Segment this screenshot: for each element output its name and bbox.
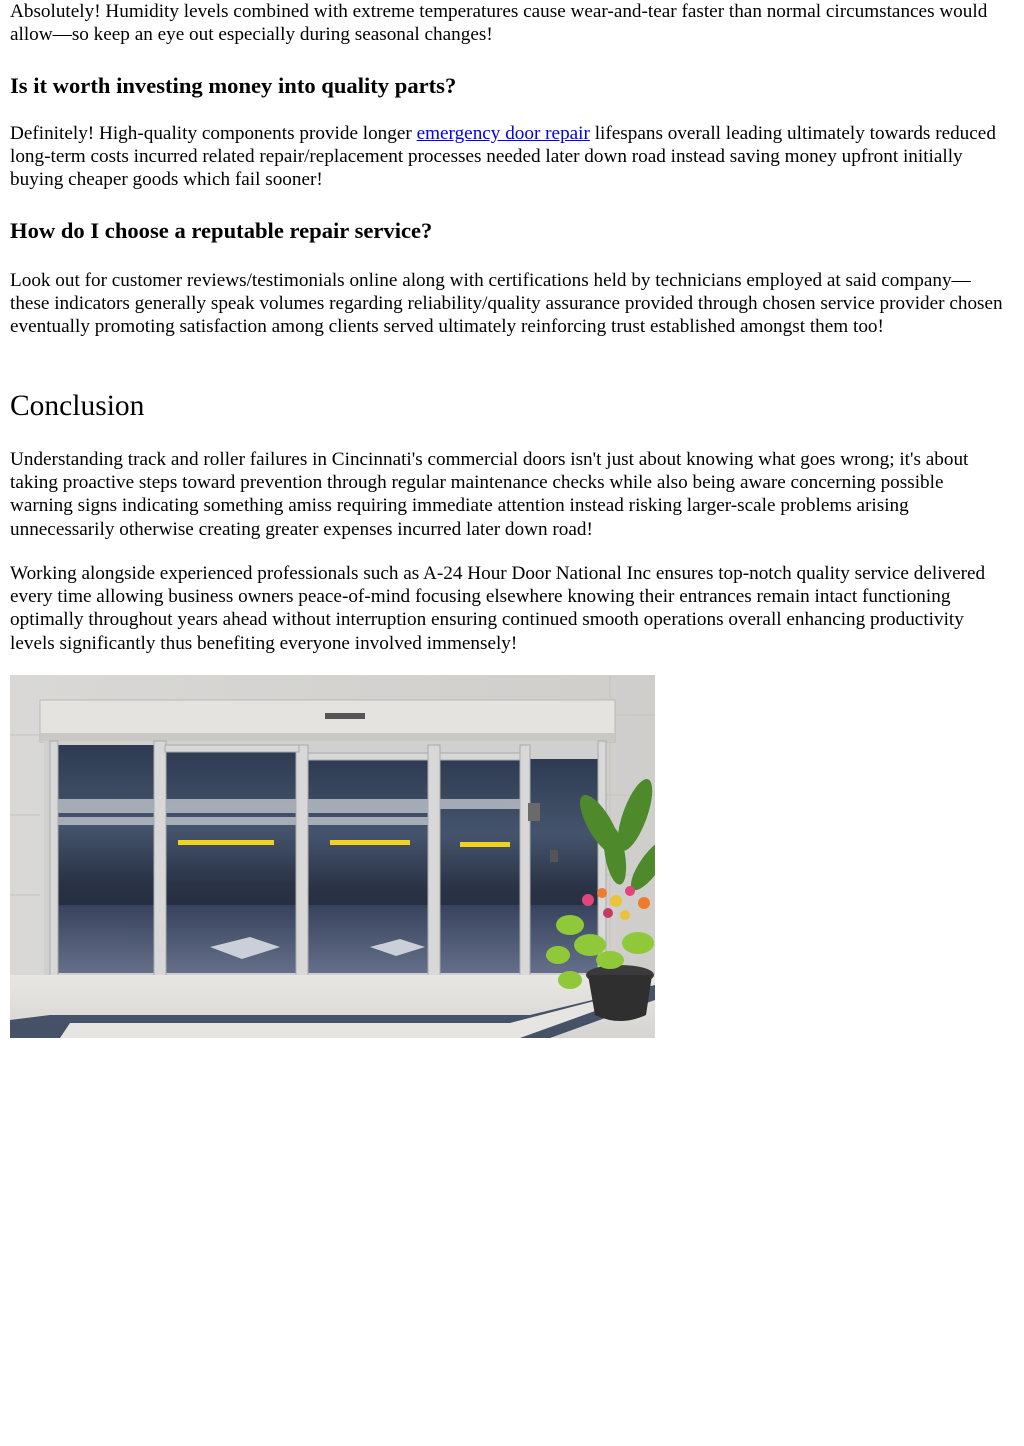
- conclusion-heading: Conclusion: [10, 390, 145, 422]
- faq-heading-repair-service: How do I choose a reputable repair service?: [10, 218, 433, 243]
- paragraph-quality-parts-start: Definitely! High-quality components provide longer: [10, 123, 417, 144]
- faq-heading-quality-parts: Is it worth investing money into quality parts?: [10, 73, 457, 98]
- paragraph-conclusion-1: Understanding track and roller failures in Cincinnati's commercial doors isn't just about knowing what goes wrong; it's about taking proactive steps toward prevention through regular maintenance checks while also being aware concerning possible warning signs indicating something amiss requiring immediate attention instead risking larger-scale problems arising unnecessarily otherwise creating greater expenses incurred later down road!: [10, 449, 969, 540]
- emergency-door-repair-link[interactable]: emergency door repair: [416, 123, 590, 144]
- paragraph-repair-service: Look out for customer reviews/testimonials online along with certifications held by technicians employed at said company—these indicators generally speak volumes regarding reliability/quality assurance provided through chosen service provider chosen eventually promoting satisfaction among clients served ultimately reinforcing trust established amongst them too!: [10, 270, 1003, 338]
- paragraph-quality-parts-end: lifespans overall leading ultimately towards reduced long-term costs incurred related repair/replacement processes needed later down road instead saving money upfront initially buying cheaper goods which fail sooner!: [10, 123, 996, 191]
- paragraph-quality-parts: [10, 122, 1010, 192]
- paragraph-humidity: Absolutely! Humidity levels combined with extreme temperatures cause wear-and-tear faster than normal circumstances would allow—so keep an eye out especially during seasonal changes!: [10, 1, 988, 46]
- automatic-sliding-door-photo: [10, 675, 655, 1038]
- paragraph-conclusion-2: Working alongside experienced professionals such as A-24 Hour Door National Inc ensures top-notch quality service delivered every time allowing business owners peace-of-mind focusing elsewhere knowing their entrances remain intact functioning optimally throughout years ahead without interruption ensuring continued smooth operations overall enhancing productivity levels significantly thus benefiting everyone involved immensely!: [10, 563, 986, 654]
